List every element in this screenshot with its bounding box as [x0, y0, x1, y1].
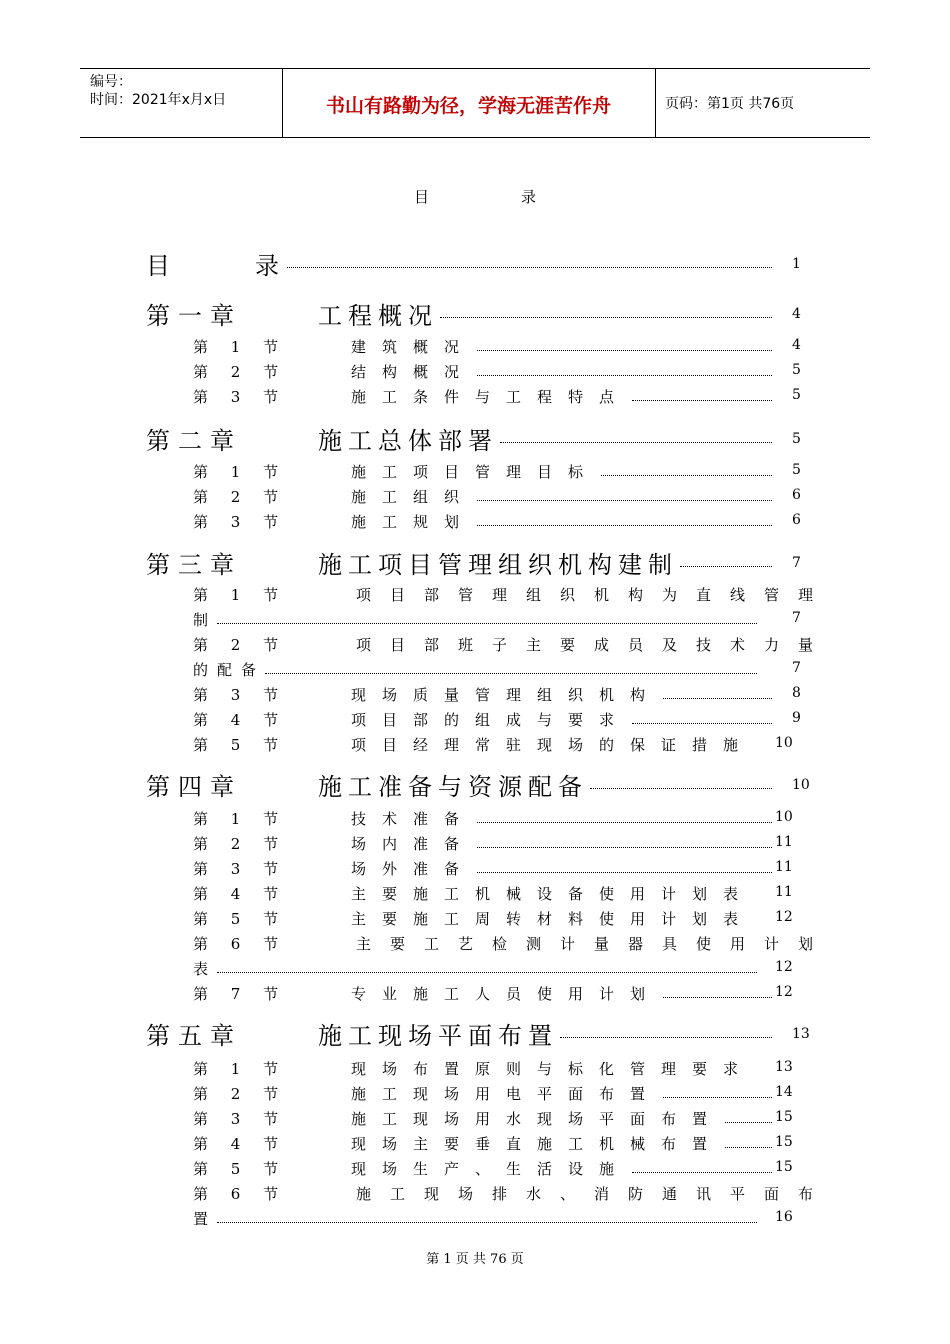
section-label: 第 2 节 [193, 363, 288, 381]
chapter-title: 施工总体部署 [318, 427, 498, 455]
page-number: 5 [792, 462, 801, 478]
page-number: 16 [775, 1209, 793, 1225]
section-title: 项目部的组成与要求 [351, 711, 631, 729]
page-header [80, 68, 870, 138]
chapter-label: 第一章 [146, 302, 242, 330]
page-number: 7 [792, 660, 801, 676]
page-number: 7 [792, 610, 801, 626]
leader-dots [477, 375, 772, 376]
leader-dots [560, 1037, 772, 1038]
section-label: 第 5 节 [193, 736, 288, 754]
chapter-title: 施工现场平面布置 [318, 1022, 558, 1050]
page-number: 12 [775, 909, 793, 925]
leader-dots [725, 1122, 772, 1123]
section-label: 第 1 节 [193, 1060, 288, 1078]
leader-dots [477, 350, 772, 351]
section-label: 第 3 节 [193, 1110, 288, 1128]
leader-dots [632, 400, 772, 401]
section-label: 第 1 节 [193, 586, 288, 604]
page-footer: 第 1 页 共 76 页 [426, 1252, 524, 1267]
chapter-label: 第五章 [146, 1022, 242, 1050]
page-number: 12 [775, 984, 793, 1000]
section-title: 场内准备 [351, 835, 476, 853]
section-label: 第 6 节 [193, 1185, 288, 1203]
section-title: 施工规划 [351, 513, 476, 531]
section-label: 第 5 节 [193, 1160, 288, 1178]
section-title-continued: 置 [193, 1210, 218, 1228]
page-number: 7 [792, 555, 801, 571]
section-title: 施工项目管理目标 [351, 463, 600, 481]
section-label: 第 6 节 [193, 935, 288, 953]
page-number: 15 [775, 1134, 793, 1150]
page-number: 5 [792, 362, 801, 378]
section-label: 第 1 节 [193, 463, 288, 481]
leader-dots [477, 872, 772, 873]
leader-dots [217, 1222, 757, 1223]
section-title: 施工条件与工程特点 [351, 388, 631, 406]
chapter-label: 第四章 [146, 773, 242, 801]
header-motto: 书山有路勤为径，学海无涯苦作舟 [325, 95, 611, 117]
section-title: 项目部管理组织机构为直线管理 [356, 586, 833, 604]
page-number: 15 [775, 1159, 793, 1175]
page-number: 5 [792, 431, 801, 447]
page-number: 13 [792, 1026, 810, 1042]
section-label: 第 3 节 [193, 388, 288, 406]
chapter-title: 工程概况 [318, 302, 438, 330]
leader-dots [477, 500, 772, 501]
page-number: 14 [775, 1084, 793, 1100]
section-label: 第 5 节 [193, 910, 288, 928]
leader-dots [217, 972, 757, 973]
page-number: 4 [792, 306, 801, 322]
section-label: 第 2 节 [193, 488, 288, 506]
leader-dots [477, 525, 772, 526]
chapter-title: 施工准备与资源配备 [318, 773, 588, 801]
leader-dots [680, 566, 772, 567]
section-label: 第 7 节 [193, 985, 288, 1003]
page-number: 1 [792, 256, 801, 272]
section-title: 场外准备 [351, 860, 476, 878]
section-title: 现场布置原则与标化管理要求 [351, 1060, 755, 1078]
section-title: 结构概况 [351, 363, 476, 381]
header-page-info: 页码：第1页 共76页 [665, 96, 795, 112]
leader-dots [440, 317, 772, 318]
page-number: 11 [775, 884, 793, 900]
section-title-continued: 表 [193, 960, 218, 978]
toc-title [0, 186, 950, 207]
section-title: 项目经理常驻现场的保证措施 [351, 736, 755, 754]
leader-dots [663, 997, 772, 998]
section-title-continued: 的配备 [193, 661, 266, 679]
chapter-title: 施工项目管理组织机构建制 [318, 551, 678, 579]
page-number: 11 [775, 834, 793, 850]
page-number: 6 [792, 512, 801, 528]
section-title: 主要施工周转材料使用计划表 [351, 910, 755, 928]
leader-dots [477, 847, 772, 848]
section-label: 第 1 节 [193, 338, 288, 356]
section-label: 第 2 节 [193, 1085, 288, 1103]
section-title: 建筑概况 [351, 338, 476, 356]
page-number: 8 [792, 685, 801, 701]
header-divider [655, 69, 656, 137]
page-number: 10 [792, 777, 810, 793]
chapter-label: 第三章 [146, 551, 242, 579]
leader-dots [632, 723, 772, 724]
page-number: 6 [792, 487, 801, 503]
page-number: 10 [775, 735, 793, 751]
leader-dots [601, 475, 772, 476]
page-number: 15 [775, 1109, 793, 1125]
section-label: 第 4 节 [193, 711, 288, 729]
header-time: 时间：2021年x月x日 [90, 92, 227, 108]
section-title-continued: 制 [193, 611, 218, 629]
toc-entry [0, 1183, 950, 1243]
page-number: 5 [792, 387, 801, 403]
leader-dots [500, 442, 772, 443]
leader-dots [725, 1147, 772, 1148]
toc-title-right: 录 [521, 188, 537, 206]
leader-dots [663, 698, 772, 699]
section-title: 施工组织 [351, 488, 476, 506]
section-title: 现场质量管理组织机构 [351, 686, 662, 704]
chapter-label: 第二章 [146, 427, 242, 455]
section-label: 第 3 节 [193, 686, 288, 704]
section-title: 现场生产、生活设施 [351, 1160, 631, 1178]
header-left [90, 73, 226, 109]
leader-dots [477, 822, 772, 823]
header-number: 编号： [90, 74, 132, 90]
toc-title-left: 目 [413, 188, 429, 206]
page-number: 12 [775, 959, 793, 975]
leader-dots [287, 267, 772, 268]
page-number: 9 [792, 710, 801, 726]
section-title: 施工现场用水现场平面布置 [351, 1110, 724, 1128]
leader-dots [265, 673, 757, 674]
section-label: 第 1 节 [193, 810, 288, 828]
chapter-label: 目 [146, 252, 178, 280]
chapter-title: 录 [255, 252, 285, 280]
section-label: 第 3 节 [193, 513, 288, 531]
leader-dots [217, 623, 757, 624]
section-title: 施工现场排水、消防通讯平面布 [356, 1185, 833, 1203]
section-label: 第 2 节 [193, 835, 288, 853]
section-label: 第 4 节 [193, 885, 288, 903]
leader-dots [663, 1097, 772, 1098]
page-number: 13 [775, 1059, 793, 1075]
section-label: 第 4 节 [193, 1135, 288, 1153]
section-label: 第 3 节 [193, 860, 288, 878]
leader-dots [632, 1172, 772, 1173]
section-label: 第 2 节 [193, 636, 288, 654]
section-title: 主要工艺检测计量器具使用计划 [356, 935, 833, 953]
leader-dots [590, 788, 772, 789]
page-number: 11 [775, 859, 793, 875]
section-title: 主要施工机械设备使用计划表 [351, 885, 755, 903]
page-number: 10 [775, 809, 793, 825]
section-title: 专业施工人员使用计划 [351, 985, 662, 1003]
section-title: 项目部班子主要成员及技术力量 [356, 636, 833, 654]
section-title: 技术准备 [351, 810, 476, 828]
page-number: 4 [792, 337, 801, 353]
section-title: 施工现场用电平面布置 [351, 1085, 662, 1103]
section-title: 现场主要垂直施工机械布置 [351, 1135, 724, 1153]
